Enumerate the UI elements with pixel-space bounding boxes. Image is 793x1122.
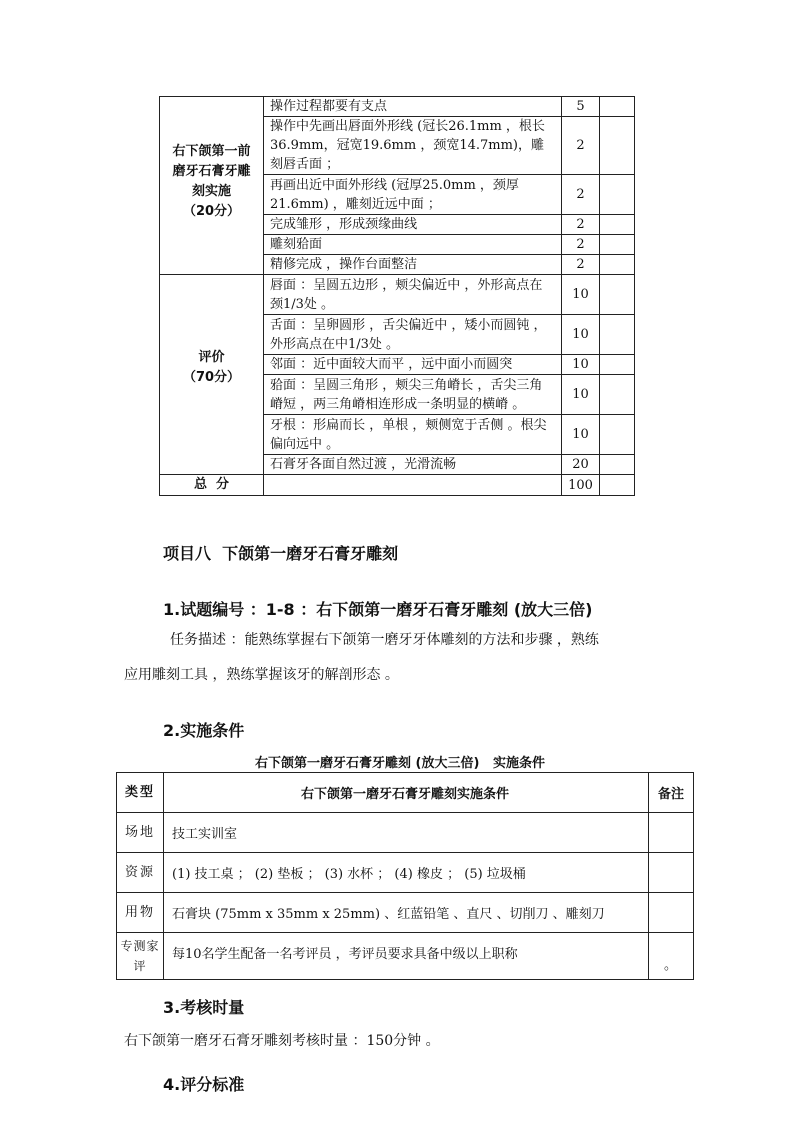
header-note: 备注 [649, 773, 694, 813]
note-cell [649, 853, 694, 893]
type-cell: 专测家评 [117, 933, 164, 980]
points-cell: 2 [562, 255, 600, 275]
total-label: 总 分 [160, 475, 264, 496]
conditions-table [116, 772, 694, 980]
points-cell: 5 [562, 97, 600, 117]
category-line: （20分） [182, 203, 241, 219]
points-cell: 10 [562, 315, 600, 355]
type-cell: 用物 [117, 893, 164, 933]
note-cell [649, 813, 694, 853]
category-cell [160, 275, 264, 475]
category-line: 磨牙石膏牙雕 [172, 163, 251, 179]
points-cell: 10 [562, 355, 600, 375]
score-table [159, 96, 635, 496]
score-input-cell [600, 175, 635, 215]
table-row [117, 853, 694, 893]
points-cell: 2 [562, 215, 600, 235]
project-title: 项目八 下颌第一磨牙石膏牙雕刻 [163, 544, 399, 563]
table-row [160, 97, 635, 117]
table-row [117, 933, 694, 980]
desc-cell [164, 933, 649, 980]
category-line: 刻实施 [191, 183, 231, 199]
desc-cell: 石膏块 (75mm x 35mm x 25mm) 、红蓝铅笔 、直尺 、切削刀 、雕刻刀 [164, 893, 649, 933]
score-input-cell [600, 355, 635, 375]
desc-cell: (1) 技工桌 ； (2) 垫板 ； (3) 水杯 ； (4) 橡皮 ； (5) 垃圾桶 [164, 853, 649, 893]
score-input-cell [600, 97, 635, 117]
score-input-cell [600, 315, 635, 355]
section4-heading: 4.评分标准 [163, 1075, 245, 1094]
criterion-text: 再画出近中面外形线 (冠厚25.0mm ，颈厚21.6mm) ，雕刻近远中面 ； [264, 175, 562, 215]
criterion-text: 操作过程都要有支点 [264, 97, 562, 117]
criterion-text: 舌面 ：呈卵圆形 ，舌尖偏近中 ，矮小而圆钝 ，外形高点在中1/3处 。 [264, 315, 562, 355]
section2-heading: 2.实施条件 [163, 721, 245, 740]
points-cell: 20 [562, 455, 600, 475]
points-cell: 10 [562, 375, 600, 415]
category-line: （70分） [182, 369, 241, 385]
points-cell: 10 [562, 275, 600, 315]
criterion-text: 牙根 ：形扁而长 ，单根 ，颊侧宽于舌侧 。根尖偏向远中 。 [264, 415, 562, 455]
criterion-text: 精修完成 ，操作台面整洁 [264, 255, 562, 275]
section3-heading: 3.考核时量 [163, 998, 245, 1017]
note-mark: 。 [664, 957, 678, 973]
score-input-cell [600, 375, 635, 415]
section1-heading: 1.试题编号 ：1-8 ：右下颌第一磨牙石膏牙雕刻 (放大三倍) [163, 600, 593, 619]
category-cell [160, 97, 264, 275]
table-row [117, 893, 694, 933]
criterion-text: 完成雏形 ，形成颈缘曲线 [264, 215, 562, 235]
criterion-text: 石膏牙各面自然过渡 ，光滑流畅 [264, 455, 562, 475]
criterion-text: 操作中先画出唇面外形线 (冠长26.1mm ，根长36.9mm，冠宽19.6mm ，颈宽14.7mm)，雕刻唇舌面 ； [264, 117, 562, 175]
type-cell: 资源 [117, 853, 164, 893]
score-input-cell [600, 255, 635, 275]
score-input-cell [600, 415, 635, 455]
header-desc: 右下颌第一磨牙石膏牙雕刻实施条件 [164, 773, 649, 813]
table-row [117, 813, 694, 853]
table-header-row [117, 773, 694, 813]
criterion-text: 邻面 ：近中面较大而平 ，远中面小而圆突 [264, 355, 562, 375]
points-cell: 10 [562, 415, 600, 455]
points-cell: 2 [562, 175, 600, 215]
type-cell: 场地 [117, 813, 164, 853]
points-cell: 2 [562, 117, 600, 175]
desc-text: 每10名学生配备一名考评员 ，考评员要求具备中级以上职称 [172, 947, 518, 962]
score-input-cell [600, 475, 635, 496]
score-input-cell [600, 215, 635, 235]
total-row [160, 475, 635, 496]
category-line: 评价 [198, 349, 225, 365]
criterion-text: 唇面 ：呈圆五边形 ，颊尖偏近中 ，外形高点在颈1/3处 。 [264, 275, 562, 315]
total-blank-cell [264, 475, 562, 496]
score-input-cell [600, 117, 635, 175]
note-cell [649, 893, 694, 933]
total-points: 100 [562, 475, 600, 496]
table-row [160, 275, 635, 315]
conditions-table-title: 右下颌第一磨牙石膏牙雕刻 (放大三倍) 实施条件 [255, 756, 545, 771]
task-description-line2: 应用雕刻工具 ，熟练掌握该牙的解剖形态 。 [124, 667, 399, 683]
points-cell: 2 [562, 235, 600, 255]
score-input-cell [600, 235, 635, 255]
category-line: 右下颌第一前 [172, 143, 251, 159]
score-input-cell [600, 455, 635, 475]
score-input-cell [600, 275, 635, 315]
task-description-line1: 任务描述 ：能熟练掌握右下颌第一磨牙牙体雕刻的方法和步骤 ，熟练 [170, 632, 599, 648]
header-type: 类型 [117, 773, 164, 813]
criterion-text: 雕刻𬌗面 [264, 235, 562, 255]
note-cell [649, 933, 694, 980]
exam-time-text: 右下颌第一磨牙石膏牙雕刻考核时量 ：150分钟 。 [124, 1033, 440, 1049]
criterion-text: 𬌗面 ：呈圆三角形 ，颊尖三角嵴长 ，舌尖三角嵴短 ，两三角嵴相连形成一条明显的横嵴 。 [264, 375, 562, 415]
desc-cell: 技工实训室 [164, 813, 649, 853]
